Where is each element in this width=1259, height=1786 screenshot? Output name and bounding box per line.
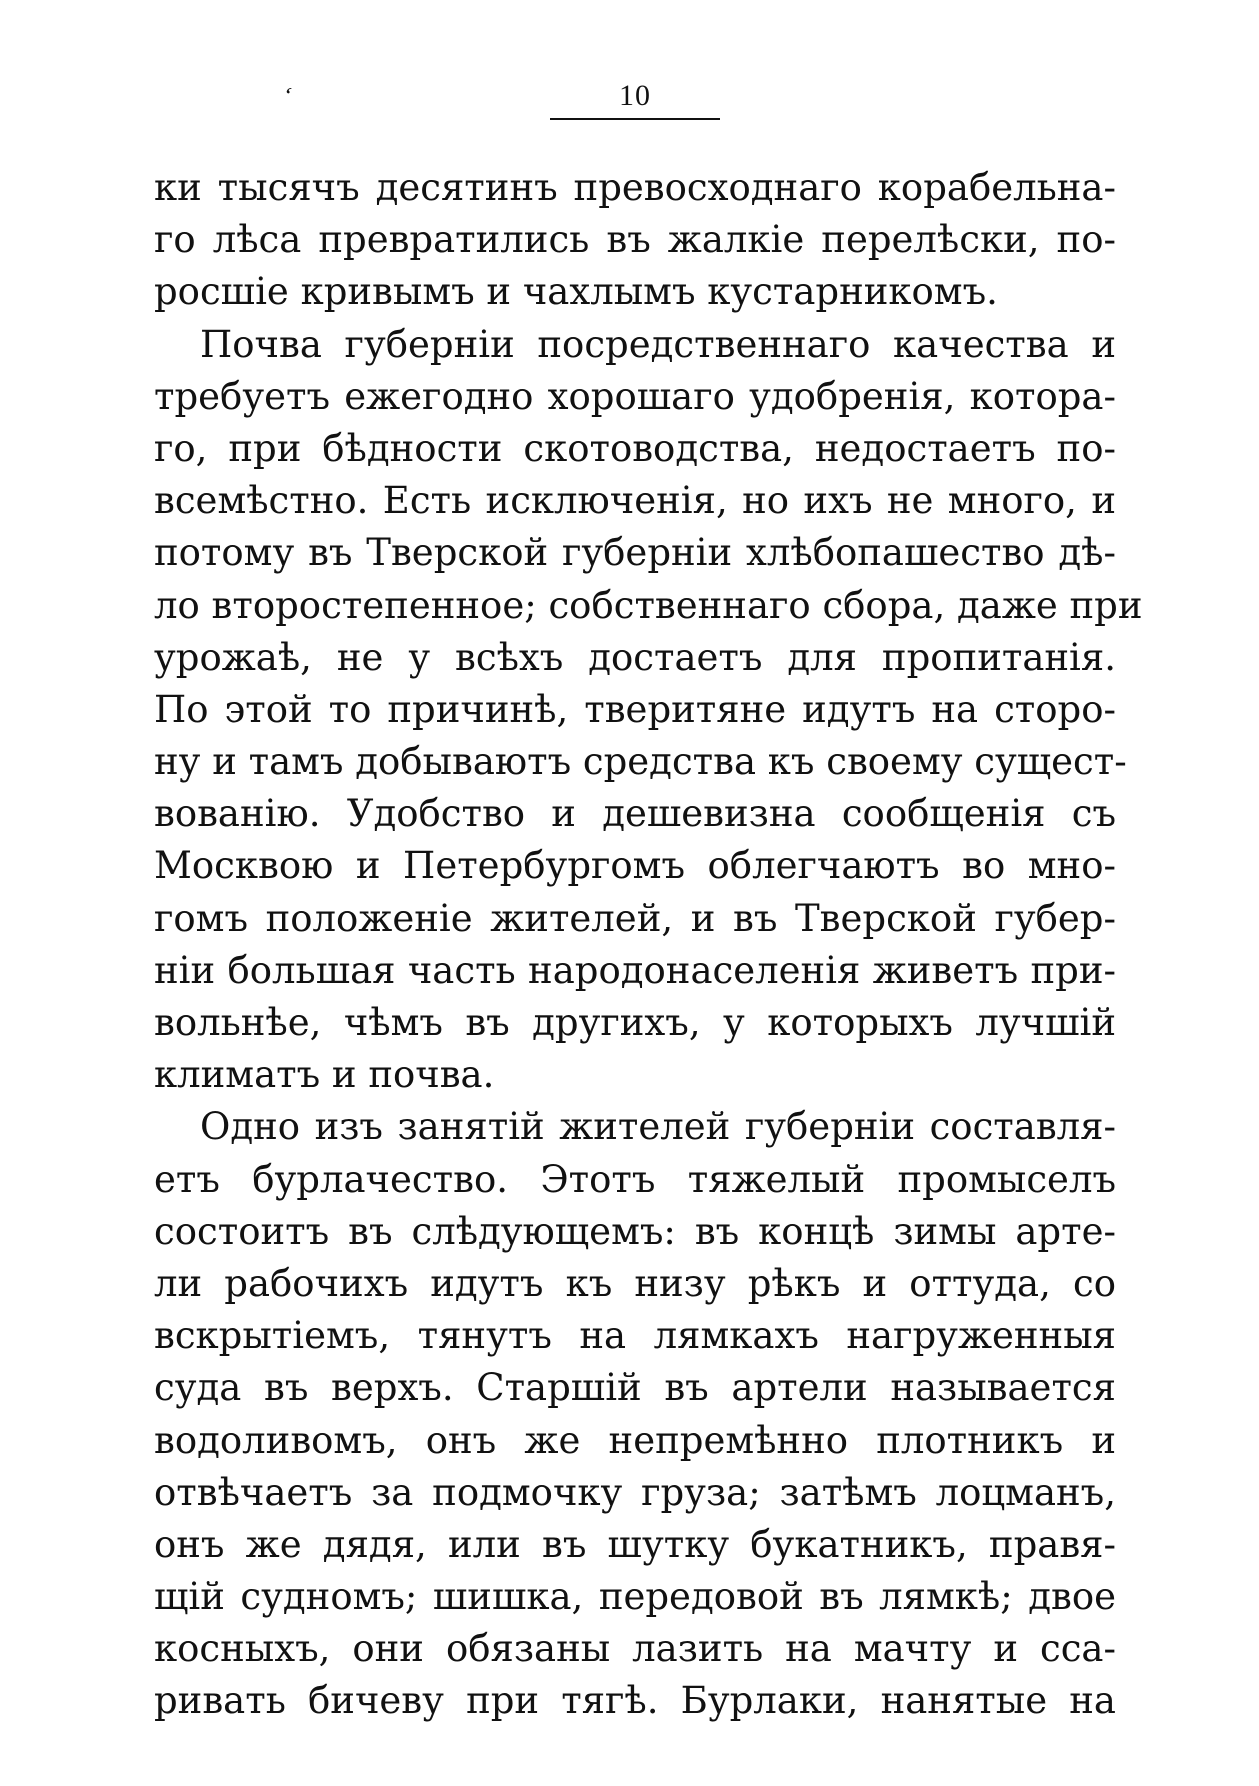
paragraph-start-line: Одно изъ занятій жителей губерніи составля-: [200, 1105, 1116, 1149]
paragraph-start-line: Почва губерніи посредственнаго качества и: [200, 322, 1116, 366]
text-line: ки тысячъ десятинъ превосходнаго корабельна-: [154, 166, 1116, 209]
text-line: онъ же дядя, или въ шутку букатникъ, правя-: [154, 1522, 1116, 1566]
text-line: ло второстепенное; собственнаго сбора, даже при: [154, 583, 1143, 627]
text-line: вольнѣе, чѣмъ въ другихъ, у которыхъ лучшій: [154, 1001, 1116, 1044]
text-line: всемѣстно. Есть исключенія, но ихъ не много, и: [154, 479, 1116, 523]
text-line: ну и тамъ добываютъ средства къ своему сущест-: [154, 740, 1127, 784]
body-text: [154, 162, 1143, 1728]
text-line: По этой то причинѣ, тверитяне идутъ на сторо-: [154, 687, 1116, 731]
text-line: Москвою и Петербургомъ облегчаютъ во мно-: [154, 844, 1116, 888]
text-line: етъ бурлачество. Этотъ тяжелый промыселъ: [154, 1157, 1116, 1201]
text-line: потому въ Тверской губерніи хлѣбопашество дѣ-: [154, 531, 1116, 575]
text-line: вскрытіемъ, тянутъ на лямкахъ нагруженныя: [154, 1314, 1116, 1358]
text-line: го, при бѣдности скотоводства, недостаетъ по-: [154, 426, 1116, 470]
text-line: суда въ верхъ. Старшій въ артели называется: [154, 1366, 1116, 1410]
margin-mark: ʻ: [279, 82, 295, 110]
text-line: ли рабочихъ идутъ къ низу рѣкъ и оттуда, со: [154, 1261, 1116, 1305]
text-line: косныхъ, они обязаны лазить на мачту и сса-: [154, 1627, 1116, 1671]
text-line: отвѣчаетъ за подмочку груза; затѣмъ лоцманъ,: [154, 1470, 1116, 1514]
text-line: гомъ положеніе жителей, и въ Тверской губер-: [154, 896, 1116, 940]
text-line: ніи большая часть народонаселенія живетъ при-: [154, 948, 1116, 992]
text-line: урожаѣ, не у всѣхъ достаетъ для пропитанія.: [154, 635, 1116, 679]
text-line: росшіе кривымъ и чахлымъ кустарникомъ.: [154, 270, 998, 314]
page-header: [550, 78, 720, 120]
text-line: состоитъ въ слѣдующемъ: въ концѣ зимы арте-: [154, 1209, 1116, 1253]
text-line: вованію. Удобство и дешевизна сообщенія съ: [154, 792, 1116, 836]
header-rule: [550, 118, 720, 120]
page-number: 10: [619, 79, 651, 112]
text-line: щій судномъ; шишка, передовой въ лямкѣ; двое: [154, 1575, 1116, 1619]
text-line: го лѣса превратились въ жалкіе перелѣски, по-: [154, 218, 1116, 262]
text-line: ривать бичеву при тягѣ. Бурлаки, нанятые на: [154, 1679, 1116, 1723]
text-line: климатъ и почва.: [154, 1053, 495, 1097]
text-line: требуетъ ежегодно хорошаго удобренія, котора-: [154, 374, 1116, 418]
text-line: водоливомъ, онъ же непремѣнно плотникъ и: [154, 1418, 1116, 1462]
